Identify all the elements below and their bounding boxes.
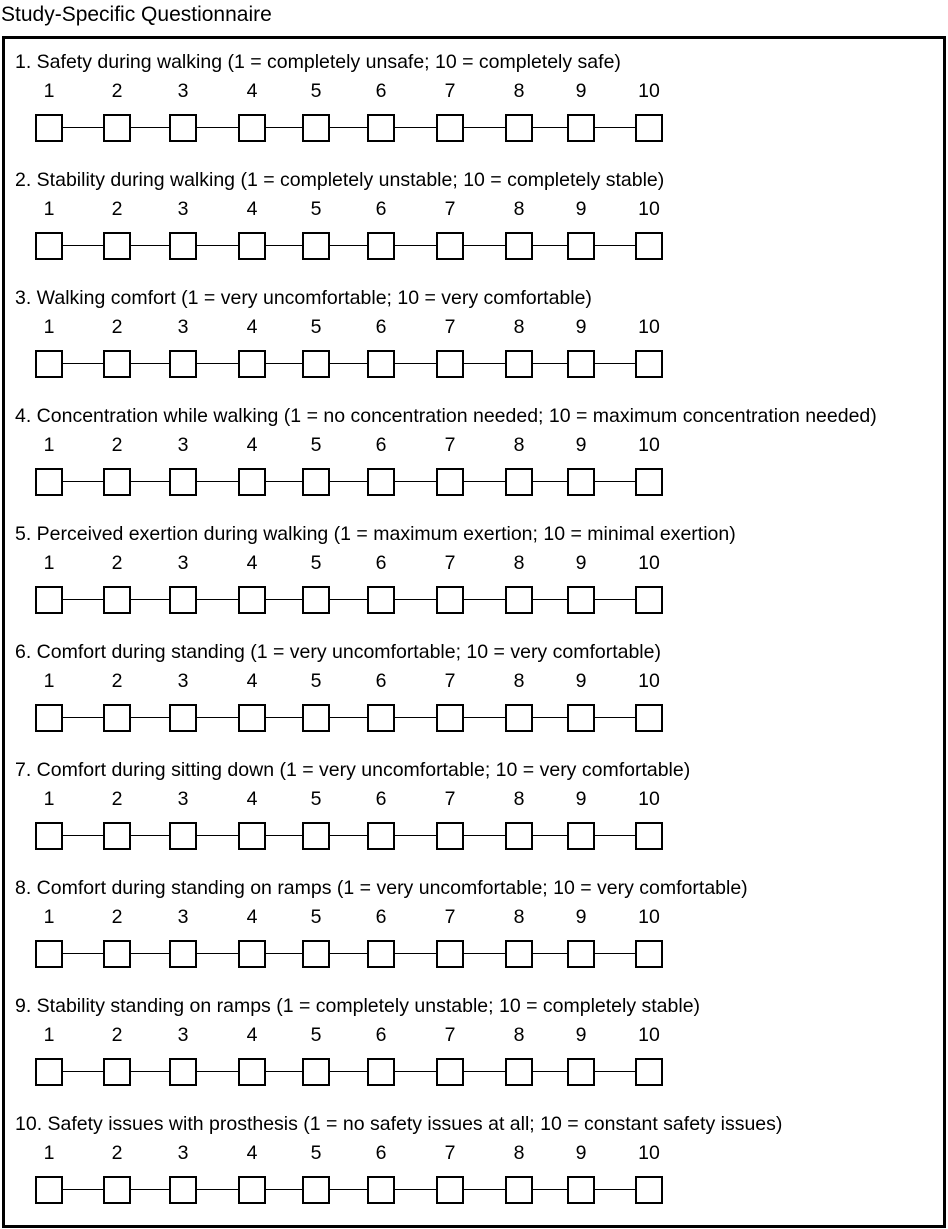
scale-number: 9: [575, 788, 587, 810]
rating-checkbox-3[interactable]: [169, 1058, 197, 1086]
scale-number: 4: [246, 670, 258, 692]
rating-checkbox-1[interactable]: [35, 350, 63, 378]
rating-checkbox-10[interactable]: [635, 232, 663, 260]
rating-checkbox-7[interactable]: [436, 1176, 464, 1204]
question-9: [0, 981, 948, 1099]
scale-number: 7: [444, 198, 456, 220]
scale-number: 10: [638, 1142, 660, 1164]
rating-checkbox-3[interactable]: [169, 586, 197, 614]
scale-number: 6: [375, 788, 387, 810]
scale-number: 7: [444, 316, 456, 338]
rating-checkbox-6[interactable]: [367, 1176, 395, 1204]
page-title: Study-Specific Questionnaire: [1, 3, 272, 26]
rating-checkbox-3[interactable]: [169, 940, 197, 968]
question-text: 8. Comfort during standing on ramps (1 = very uncomfortable; 10 = very comfortable): [15, 877, 748, 899]
rating-checkbox-6[interactable]: [367, 114, 395, 142]
rating-checkbox-5[interactable]: [302, 468, 330, 496]
rating-checkbox-1[interactable]: [35, 704, 63, 732]
rating-checkbox-7[interactable]: [436, 350, 464, 378]
scale-number: 8: [513, 552, 525, 574]
scale-number: 3: [177, 1142, 189, 1164]
scale-number: 5: [310, 1024, 322, 1046]
rating-checkbox-4[interactable]: [238, 822, 266, 850]
rating-checkbox-1[interactable]: [35, 940, 63, 968]
scale-number: 6: [375, 1024, 387, 1046]
scale-number: 10: [638, 198, 660, 220]
scale-number: 1: [43, 1142, 55, 1164]
rating-checkbox-10[interactable]: [635, 350, 663, 378]
rating-checkbox-6[interactable]: [367, 232, 395, 260]
scale-number: 2: [111, 1142, 123, 1164]
scale-connector-line: [49, 1071, 649, 1072]
rating-checkbox-10[interactable]: [635, 1176, 663, 1204]
rating-checkbox-6[interactable]: [367, 586, 395, 614]
scale-number: 7: [444, 906, 456, 928]
scale-connector-line: [49, 481, 649, 482]
scale-number: 2: [111, 552, 123, 574]
scale-number: 9: [575, 198, 587, 220]
rating-checkbox-5[interactable]: [302, 1176, 330, 1204]
scale-number: 1: [43, 80, 55, 102]
scale-number: 3: [177, 670, 189, 692]
scale-number: 8: [513, 906, 525, 928]
rating-checkbox-10[interactable]: [635, 1058, 663, 1086]
rating-checkbox-3[interactable]: [169, 468, 197, 496]
scale-number: 8: [513, 198, 525, 220]
rating-checkbox-7[interactable]: [436, 704, 464, 732]
scale-number: 7: [444, 670, 456, 692]
scale-number: 9: [575, 80, 587, 102]
scale-number: 5: [310, 434, 322, 456]
rating-checkbox-7[interactable]: [436, 468, 464, 496]
rating-checkbox-7[interactable]: [436, 822, 464, 850]
scale-number: 6: [375, 198, 387, 220]
rating-checkbox-4[interactable]: [238, 232, 266, 260]
scale-connector-line: [49, 245, 649, 246]
rating-checkbox-1[interactable]: [35, 822, 63, 850]
rating-checkbox-8[interactable]: [505, 350, 533, 378]
rating-checkbox-1[interactable]: [35, 468, 63, 496]
rating-checkbox-9[interactable]: [567, 114, 595, 142]
scale-connector-line: [49, 835, 649, 836]
rating-checkbox-9[interactable]: [567, 1058, 595, 1086]
scale-connector-line: [49, 953, 649, 954]
rating-checkbox-3[interactable]: [169, 704, 197, 732]
rating-checkbox-6[interactable]: [367, 1058, 395, 1086]
rating-checkbox-7[interactable]: [436, 586, 464, 614]
scale-number: 10: [638, 788, 660, 810]
scale-number: 4: [246, 788, 258, 810]
rating-checkbox-9[interactable]: [567, 1176, 595, 1204]
rating-checkbox-10[interactable]: [635, 586, 663, 614]
question-10: [0, 1099, 948, 1217]
scale-number: 8: [513, 1024, 525, 1046]
rating-checkbox-4[interactable]: [238, 586, 266, 614]
question-4: [0, 391, 948, 509]
rating-checkbox-6[interactable]: [367, 704, 395, 732]
rating-checkbox-3[interactable]: [169, 232, 197, 260]
question-5: [0, 509, 948, 627]
scale-number: 6: [375, 80, 387, 102]
scale-number: 7: [444, 552, 456, 574]
scale-number: 10: [638, 552, 660, 574]
question-6: [0, 627, 948, 745]
scale-number: 8: [513, 316, 525, 338]
rating-checkbox-2[interactable]: [103, 468, 131, 496]
scale-number: 6: [375, 1142, 387, 1164]
rating-checkbox-9[interactable]: [567, 822, 595, 850]
rating-checkbox-3[interactable]: [169, 822, 197, 850]
scale-number: 2: [111, 906, 123, 928]
scale-number: 5: [310, 906, 322, 928]
scale-number: 5: [310, 316, 322, 338]
scale-number: 8: [513, 434, 525, 456]
rating-checkbox-3[interactable]: [169, 1176, 197, 1204]
scale-number: 7: [444, 1142, 456, 1164]
rating-checkbox-3[interactable]: [169, 114, 197, 142]
rating-checkbox-1[interactable]: [35, 586, 63, 614]
question-8: [0, 863, 948, 981]
question-text: 7. Comfort during sitting down (1 = very uncomfortable; 10 = very comfortable): [15, 759, 691, 781]
rating-checkbox-2[interactable]: [103, 350, 131, 378]
scale-number: 3: [177, 552, 189, 574]
scale-number: 4: [246, 434, 258, 456]
scale-number: 9: [575, 1142, 587, 1164]
scale-number: 1: [43, 434, 55, 456]
scale-number: 9: [575, 670, 587, 692]
scale-number: 1: [43, 198, 55, 220]
question-text: 2. Stability during walking (1 = completely unstable; 10 = completely stable): [15, 169, 665, 191]
rating-checkbox-2[interactable]: [103, 822, 131, 850]
scale-number: 1: [43, 552, 55, 574]
scale-connector-line: [49, 363, 649, 364]
rating-checkbox-5[interactable]: [302, 822, 330, 850]
rating-checkbox-8[interactable]: [505, 940, 533, 968]
rating-checkbox-2[interactable]: [103, 114, 131, 142]
scale-number: 6: [375, 906, 387, 928]
scale-number: 1: [43, 670, 55, 692]
rating-checkbox-7[interactable]: [436, 940, 464, 968]
scale-connector-line: [49, 599, 649, 600]
rating-checkbox-3[interactable]: [169, 350, 197, 378]
scale-number: 9: [575, 906, 587, 928]
rating-checkbox-8[interactable]: [505, 586, 533, 614]
rating-checkbox-10[interactable]: [635, 468, 663, 496]
rating-checkbox-6[interactable]: [367, 940, 395, 968]
scale-connector-line: [49, 1189, 649, 1190]
scale-number: 10: [638, 434, 660, 456]
rating-checkbox-2[interactable]: [103, 1176, 131, 1204]
scale-number: 1: [43, 1024, 55, 1046]
rating-checkbox-8[interactable]: [505, 232, 533, 260]
rating-checkbox-8[interactable]: [505, 1176, 533, 1204]
rating-checkbox-7[interactable]: [436, 232, 464, 260]
rating-checkbox-5[interactable]: [302, 586, 330, 614]
rating-checkbox-4[interactable]: [238, 468, 266, 496]
scale-connector-line: [49, 717, 649, 718]
scale-number: 4: [246, 80, 258, 102]
scale-number: 10: [638, 906, 660, 928]
rating-checkbox-10[interactable]: [635, 114, 663, 142]
rating-checkbox-9[interactable]: [567, 350, 595, 378]
scale-number: 10: [638, 80, 660, 102]
question-text: 4. Concentration while walking (1 = no concentration needed; 10 = maximum concentration needed): [15, 405, 877, 427]
scale-number: 3: [177, 434, 189, 456]
scale-number: 9: [575, 434, 587, 456]
scale-number: 9: [575, 552, 587, 574]
scale-number: 2: [111, 788, 123, 810]
question-2: [0, 155, 948, 273]
scale-number: 3: [177, 80, 189, 102]
rating-checkbox-6[interactable]: [367, 468, 395, 496]
rating-checkbox-5[interactable]: [302, 1058, 330, 1086]
rating-checkbox-9[interactable]: [567, 704, 595, 732]
scale-number: 5: [310, 80, 322, 102]
scale-number: 4: [246, 316, 258, 338]
scale-number: 9: [575, 1024, 587, 1046]
rating-checkbox-10[interactable]: [635, 704, 663, 732]
rating-checkbox-2[interactable]: [103, 940, 131, 968]
rating-checkbox-8[interactable]: [505, 704, 533, 732]
rating-checkbox-5[interactable]: [302, 704, 330, 732]
scale-number: 4: [246, 1024, 258, 1046]
scale-number: 3: [177, 316, 189, 338]
scale-number: 2: [111, 434, 123, 456]
scale-number: 1: [43, 316, 55, 338]
rating-checkbox-6[interactable]: [367, 350, 395, 378]
scale-number: 2: [111, 198, 123, 220]
rating-checkbox-5[interactable]: [302, 940, 330, 968]
rating-checkbox-8[interactable]: [505, 822, 533, 850]
rating-checkbox-4[interactable]: [238, 1058, 266, 1086]
question-text: 3. Walking comfort (1 = very uncomfortable; 10 = very comfortable): [15, 287, 592, 309]
scale-number: 4: [246, 906, 258, 928]
rating-checkbox-10[interactable]: [635, 940, 663, 968]
scale-number: 7: [444, 788, 456, 810]
scale-number: 7: [444, 80, 456, 102]
scale-number: 8: [513, 80, 525, 102]
scale-number: 5: [310, 1142, 322, 1164]
rating-checkbox-10[interactable]: [635, 822, 663, 850]
scale-number: 1: [43, 906, 55, 928]
rating-checkbox-7[interactable]: [436, 114, 464, 142]
rating-checkbox-8[interactable]: [505, 114, 533, 142]
scale-number: 3: [177, 198, 189, 220]
rating-checkbox-5[interactable]: [302, 350, 330, 378]
scale-number: 6: [375, 670, 387, 692]
scale-number: 1: [43, 788, 55, 810]
scale-number: 7: [444, 434, 456, 456]
scale-number: 2: [111, 1024, 123, 1046]
rating-checkbox-5[interactable]: [302, 232, 330, 260]
rating-checkbox-2[interactable]: [103, 1058, 131, 1086]
rating-checkbox-9[interactable]: [567, 586, 595, 614]
scale-number: 5: [310, 552, 322, 574]
rating-checkbox-9[interactable]: [567, 940, 595, 968]
rating-checkbox-8[interactable]: [505, 468, 533, 496]
scale-number: 3: [177, 788, 189, 810]
rating-checkbox-1[interactable]: [35, 1058, 63, 1086]
rating-checkbox-6[interactable]: [367, 822, 395, 850]
scale-number: 5: [310, 198, 322, 220]
question-text: 6. Comfort during standing (1 = very uncomfortable; 10 = very comfortable): [15, 641, 661, 663]
scale-number: 8: [513, 670, 525, 692]
scale-connector-line: [49, 127, 649, 128]
rating-checkbox-9[interactable]: [567, 468, 595, 496]
scale-number: 6: [375, 434, 387, 456]
rating-checkbox-1[interactable]: [35, 1176, 63, 1204]
rating-checkbox-5[interactable]: [302, 114, 330, 142]
scale-number: 5: [310, 788, 322, 810]
question-7: [0, 745, 948, 863]
scale-number: 2: [111, 80, 123, 102]
question-text: 9. Stability standing on ramps (1 = completely unstable; 10 = completely stable): [15, 995, 701, 1017]
scale-number: 10: [638, 316, 660, 338]
question-text: 1. Safety during walking (1 = completely unsafe; 10 = completely safe): [15, 51, 621, 73]
scale-number: 4: [246, 198, 258, 220]
scale-number: 8: [513, 1142, 525, 1164]
rating-checkbox-1[interactable]: [35, 232, 63, 260]
scale-number: 2: [111, 316, 123, 338]
scale-number: 10: [638, 670, 660, 692]
scale-number: 2: [111, 670, 123, 692]
rating-checkbox-7[interactable]: [436, 1058, 464, 1086]
scale-number: 5: [310, 670, 322, 692]
scale-number: 4: [246, 1142, 258, 1164]
scale-number: 6: [375, 316, 387, 338]
question-3: [0, 273, 948, 391]
scale-number: 9: [575, 316, 587, 338]
rating-checkbox-2[interactable]: [103, 704, 131, 732]
question-text: 10. Safety issues with prosthesis (1 = no safety issues at all; 10 = constant safety issues): [15, 1113, 783, 1135]
rating-checkbox-8[interactable]: [505, 1058, 533, 1086]
rating-checkbox-4[interactable]: [238, 114, 266, 142]
question-text: 5. Perceived exertion during walking (1 = maximum exertion; 10 = minimal exertion): [15, 523, 736, 545]
rating-checkbox-9[interactable]: [567, 232, 595, 260]
scale-number: 8: [513, 788, 525, 810]
rating-checkbox-1[interactable]: [35, 114, 63, 142]
scale-number: 3: [177, 906, 189, 928]
rating-checkbox-4[interactable]: [238, 1176, 266, 1204]
question-1: [0, 37, 948, 155]
rating-checkbox-4[interactable]: [238, 940, 266, 968]
scale-number: 4: [246, 552, 258, 574]
scale-number: 3: [177, 1024, 189, 1046]
rating-checkbox-4[interactable]: [238, 704, 266, 732]
rating-checkbox-2[interactable]: [103, 232, 131, 260]
rating-checkbox-2[interactable]: [103, 586, 131, 614]
rating-checkbox-4[interactable]: [238, 350, 266, 378]
scale-number: 10: [638, 1024, 660, 1046]
scale-number: 6: [375, 552, 387, 574]
scale-number: 7: [444, 1024, 456, 1046]
